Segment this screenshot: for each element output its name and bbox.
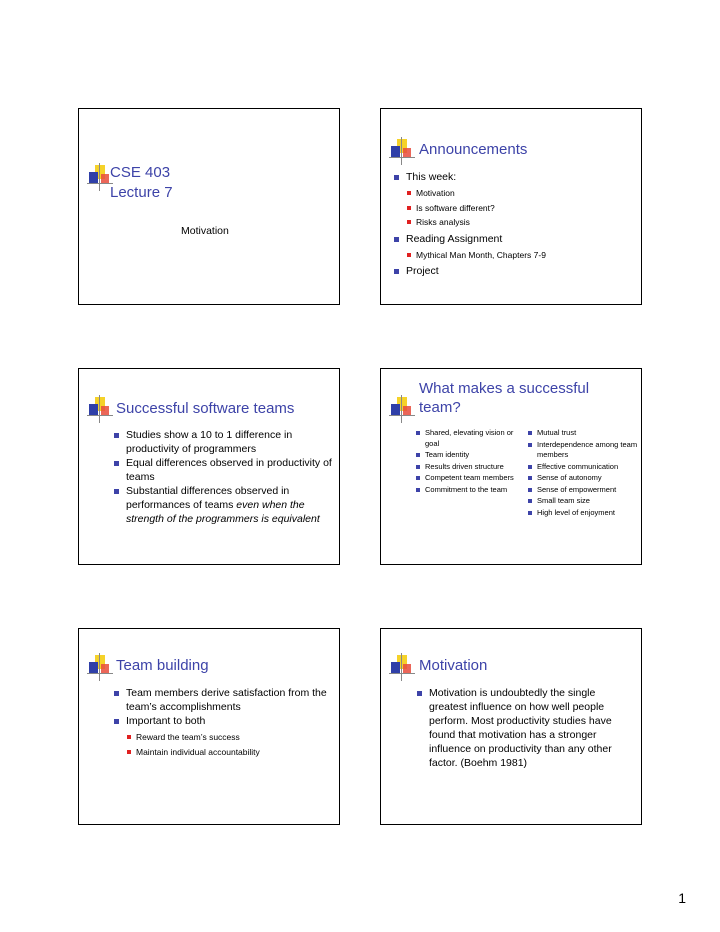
list-item: Results driven structure (415, 462, 523, 473)
slide-6 (380, 628, 642, 825)
slide-logo-icon (87, 655, 109, 677)
list-item: Competent team members (415, 473, 523, 484)
slide-title-line1: What makes a successful (419, 380, 590, 397)
list-item: Interdependence among team members (527, 440, 639, 461)
slide-subtitle: Motivation (181, 225, 229, 237)
list-item: Reward the team’s success (126, 730, 334, 745)
slide-2 (380, 108, 642, 305)
slide-3 (78, 368, 340, 565)
list-item: Is software different? (406, 201, 632, 216)
left-list (415, 428, 523, 496)
slide-1 (78, 108, 340, 305)
right-list (527, 428, 639, 519)
list-item: Motivation is undoubtedly the single greatest influence on how well people perform. Most productivity studies have found that motivation has a stronger influence on productivity than any other factor. (Boehm 1981) (415, 686, 633, 770)
list-item: Reading Assignment Mythical Man Month, Chapters 7-9 (392, 232, 632, 263)
list-item: Small team size (527, 496, 639, 507)
slide-title-line2: team? (419, 399, 461, 416)
slide-title: Successful software teams (116, 400, 295, 417)
slide-logo-icon (87, 397, 109, 419)
list-item: Mutual trust (527, 428, 639, 439)
list-item: Commitment to the team (415, 485, 523, 496)
slide-title: Announcements (419, 141, 528, 158)
slide-logo-icon (389, 397, 411, 419)
list-item: Equal differences observed in productivity of teams (112, 456, 334, 484)
list-item: Team members derive satisfaction from the team’s accomplishments (112, 686, 334, 714)
list-item: Important to both Reward the team’s success Maintain individual accountability (112, 714, 334, 759)
bullet-list (112, 428, 334, 526)
sub-list (406, 186, 632, 230)
list-item: Sense of autonomy (527, 473, 639, 484)
list-item: Maintain individual accountability (126, 745, 334, 760)
list-item: Risks analysis (406, 215, 632, 230)
bullet-list (112, 686, 334, 761)
slide-title-line2: Lecture 7 (110, 184, 173, 201)
slide-title-line1: CSE 403 (110, 164, 171, 181)
slide-title: Motivation (419, 657, 488, 674)
list-item: Shared, elevating vision or goal (415, 428, 523, 449)
bullet-list (415, 686, 633, 770)
list-item: Project (392, 264, 632, 278)
bullet-list (392, 170, 632, 278)
list-item: This week: Motivation Is software different? Risks analysis (392, 170, 632, 230)
sub-list (126, 730, 334, 759)
list-item: Motivation (406, 186, 632, 201)
slide-4 (380, 368, 642, 565)
slide-logo-icon (389, 139, 411, 161)
list-item: Team identity (415, 450, 523, 461)
list-item: Sense of empowerment (527, 485, 639, 496)
page-number: 1 (678, 890, 686, 906)
list-item: Substantial differences observed in performances of teams even when the strength of the programmers is equivalent (112, 484, 334, 526)
slide-title: Team building (116, 657, 209, 674)
slide-logo-icon (389, 655, 411, 677)
list-item: Effective communication (527, 462, 639, 473)
list-item: Mythical Man Month, Chapters 7-9 (406, 248, 632, 263)
list-item: High level of enjoyment (527, 508, 639, 519)
slide-logo-icon (87, 165, 109, 187)
list-item: Studies show a 10 to 1 difference in productivity of programmers (112, 428, 334, 456)
slide-5 (78, 628, 340, 825)
sub-list (406, 248, 632, 263)
